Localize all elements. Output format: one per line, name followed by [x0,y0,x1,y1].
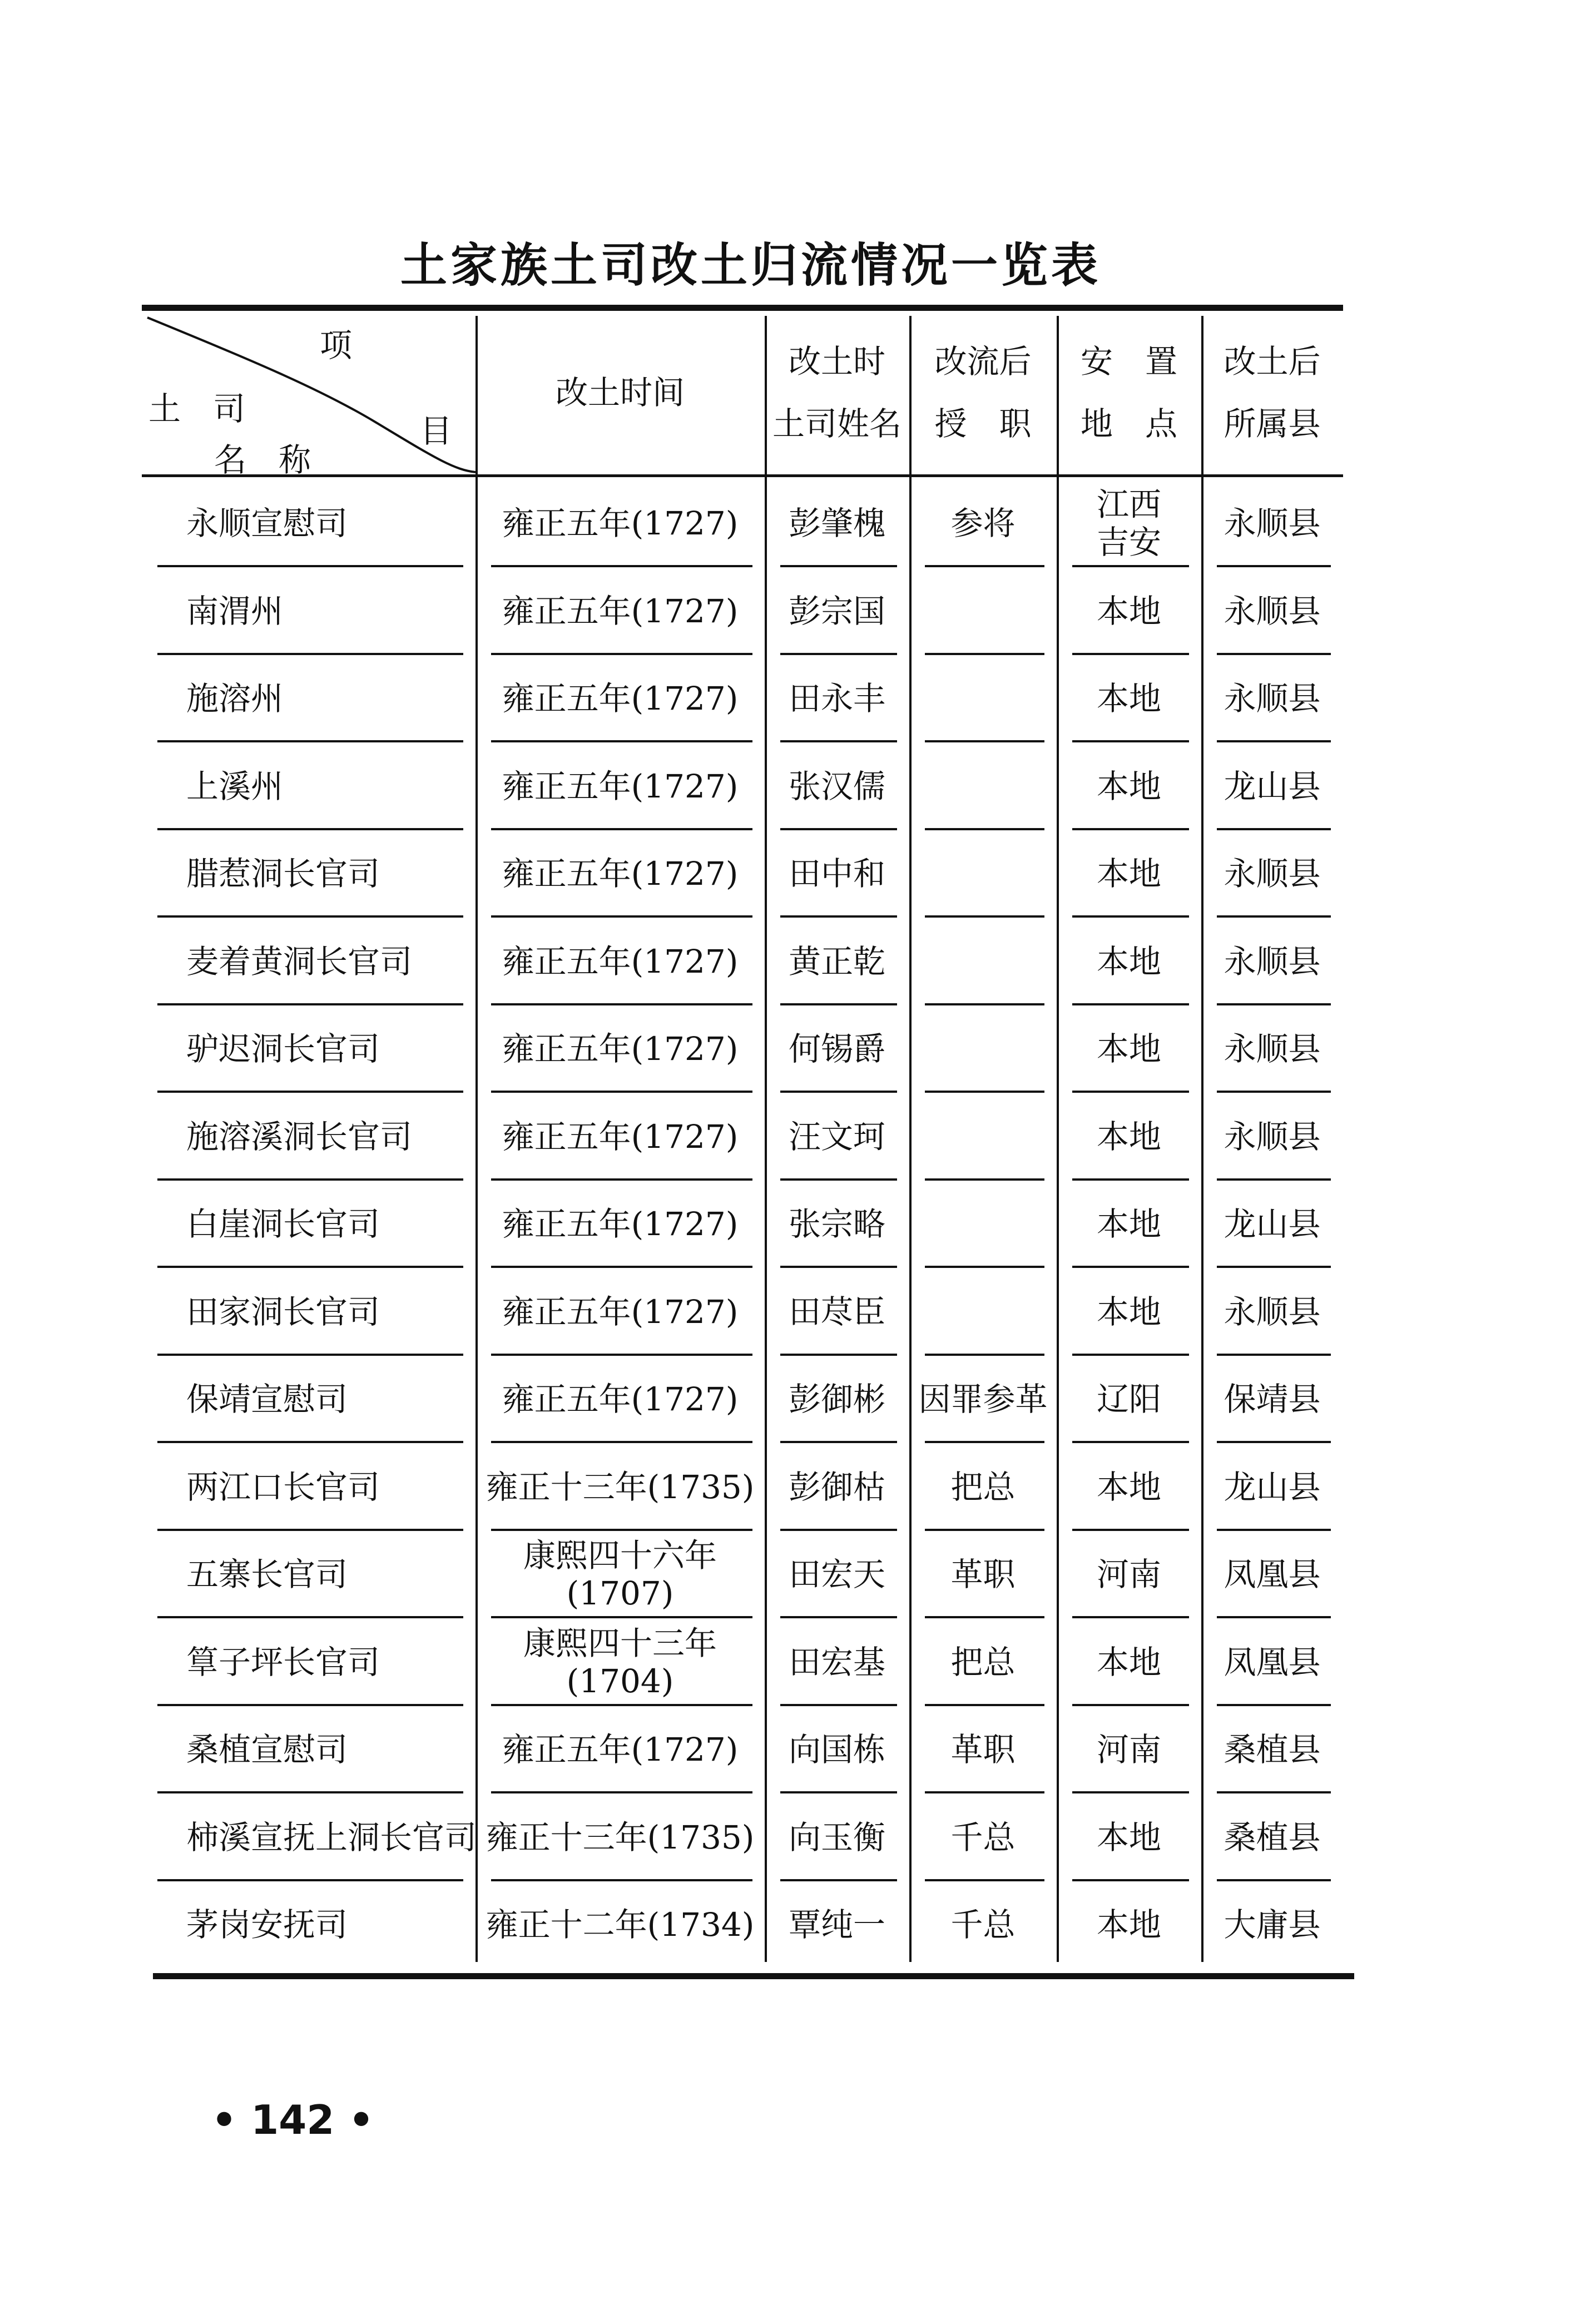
row-separator [1072,1091,1189,1093]
cell-place: 辽阳 [1096,1380,1161,1418]
table-row [142,569,1343,658]
header-diag-left: 土 司 [148,390,246,428]
row-separator [1217,740,1331,742]
row-separator [1072,1879,1189,1881]
cell-place: 河南 [1096,1731,1161,1768]
row-separator [157,1616,463,1618]
cell-time: 雍正十二年(1734) [486,1906,755,1944]
row-separator [1217,1354,1331,1356]
cell-post: 千总 [950,1906,1016,1944]
table-row [142,832,1343,921]
cell-county: 保靖县 [1224,1380,1321,1418]
table-row [142,1883,1343,1972]
cell-name: 筸子坪长官司 [186,1643,380,1681]
cell-post [909,657,1057,740]
cell-county: 大庸县 [1224,1906,1321,1944]
cell-name: 茅岗安抚司 [186,1906,348,1944]
cell-time: 雍正五年(1727) [502,1292,739,1331]
row-separator [491,1091,752,1093]
cell-place: 本地 [1096,855,1161,893]
cell-time: 雍正五年(1727) [502,504,739,542]
table-row [142,482,1343,571]
table-row [142,1708,1343,1797]
row-separator [925,1178,1044,1181]
cell-time: 雍正五年(1727) [502,680,739,717]
row-separator [157,1441,463,1443]
cell-county: 凤凰县 [1224,1555,1321,1593]
row-separator [491,1003,752,1005]
cell-post: 革职 [950,1555,1016,1593]
row-separator [1072,740,1189,742]
cell-post [909,745,1057,828]
cell-county: 龙山县 [1224,1205,1321,1243]
row-separator [1217,1704,1331,1706]
row-separator [157,1529,463,1531]
table-row [142,1007,1343,1096]
row-separator [491,828,752,830]
cell-county: 永顺县 [1224,1117,1321,1156]
row-separator [1072,1354,1189,1356]
cell-chief: 向玉衡 [788,1818,885,1856]
row-separator [1217,1091,1331,1093]
row-separator [925,1529,1044,1531]
cell-name: 腊惹洞长官司 [186,855,380,893]
row-separator [157,1879,463,1881]
row-separator [157,1091,463,1093]
table-title: 土家族土司改土归流情况一览表 [400,238,1101,293]
table-row [142,1796,1343,1885]
row-separator [780,1529,897,1531]
table-row [142,1095,1343,1184]
table-row [142,920,1343,1009]
row-separator [925,1091,1044,1093]
row-separator [491,1441,752,1443]
cell-county: 桑植县 [1224,1818,1321,1856]
cell-county: 凤凰县 [1224,1643,1321,1681]
cell-chief: 田荩臣 [788,1292,885,1331]
cell-post: 因罪参革 [918,1380,1048,1418]
row-separator [1072,915,1189,918]
row-separator [491,1178,752,1181]
cell-time: 雍正五年(1727) [502,767,739,805]
row-separator [780,1178,897,1181]
row-separator [925,1003,1044,1005]
row-separator [925,1879,1044,1881]
cell-place: 本地 [1096,942,1161,980]
row-separator [157,1791,463,1793]
cell-place: 本地 [1096,592,1161,630]
row-separator [491,1354,752,1356]
cell-post [909,832,1057,915]
table-row [142,1357,1343,1446]
cell-county: 桑植县 [1224,1731,1321,1768]
header-time: 改土时间 [555,374,685,412]
row-separator [157,1354,463,1356]
cell-place: 本地 [1096,1117,1161,1156]
header-place: 安 置 地 点 [1080,343,1177,443]
cell-chief: 田宏天 [788,1555,885,1593]
row-separator [780,828,897,830]
cell-place: 河南 [1096,1555,1161,1593]
row-separator [157,1266,463,1268]
header-bottom-rule [142,474,1343,477]
row-separator [1217,565,1331,567]
cell-post: 把总 [950,1468,1016,1506]
cell-time: 雍正五年(1727) [502,1030,739,1068]
header-diag-top: 项 [320,326,353,364]
row-separator [925,1616,1044,1618]
cell-place: 本地 [1096,1030,1161,1068]
row-separator [1072,653,1189,655]
row-separator [157,828,463,830]
cell-name: 田家洞长官司 [186,1292,380,1331]
cell-name: 两江口长官司 [186,1468,380,1506]
row-separator [491,565,752,567]
row-separator [925,915,1044,918]
cell-post [909,1182,1057,1266]
table-row [142,1182,1343,1271]
table-row [142,1621,1343,1709]
table-top-rule [142,305,1343,311]
row-separator [780,653,897,655]
row-separator [157,653,463,655]
row-separator [925,1704,1044,1706]
cell-time: 雍正五年(1727) [502,592,739,630]
cell-name: 永顺宣慰司 [186,504,348,542]
cell-place: 本地 [1096,1468,1161,1506]
cell-time: 雍正五年(1727) [502,1731,739,1768]
header-chief: 改土时 土司姓名 [772,343,902,443]
row-separator [925,1791,1044,1793]
row-separator [780,915,897,918]
table-row [142,657,1343,746]
table-row [142,1445,1343,1534]
row-separator [780,740,897,742]
row-separator [780,1266,897,1268]
cell-time: 雍正五年(1727) [502,1117,739,1156]
header-diag-bottom: 名 称 [214,441,311,479]
row-separator [491,1704,752,1706]
row-separator [491,1879,752,1881]
row-separator [157,915,463,918]
cell-place: 本地 [1096,1205,1161,1243]
cell-chief: 彭御枯 [788,1468,885,1506]
cell-post [909,1007,1057,1091]
table-row [142,1533,1343,1622]
cell-chief: 张宗略 [788,1205,885,1243]
row-separator [1217,1616,1331,1618]
row-separator [780,1704,897,1706]
row-separator [1217,1529,1331,1531]
cell-chief: 田永丰 [788,680,885,717]
row-separator [780,1616,897,1618]
cell-time: 雍正五年(1727) [502,855,739,893]
cell-name: 南渭州 [186,592,284,630]
cell-post: 革职 [950,1731,1016,1768]
cell-county: 永顺县 [1224,504,1321,542]
cell-name: 保靖宣慰司 [186,1380,348,1418]
row-separator [1217,915,1331,918]
row-separator [1072,1529,1189,1531]
row-separator [925,1354,1044,1356]
cell-chief: 何锡爵 [788,1030,885,1068]
row-separator [925,1441,1044,1443]
cell-chief: 向国栋 [788,1731,885,1768]
cell-name: 白崖洞长官司 [186,1205,380,1243]
cell-name: 麦着黄洞长官司 [186,942,413,980]
cell-post [909,920,1057,1003]
cell-county: 龙山县 [1224,1468,1321,1506]
cell-place: 本地 [1096,1292,1161,1331]
cell-chief: 张汉儒 [788,767,885,805]
cell-name: 五寨长官司 [186,1555,348,1593]
cell-time: 雍正五年(1727) [502,1205,739,1243]
row-separator [1217,1003,1331,1005]
cell-place: 本地 [1096,1643,1161,1681]
row-separator [1217,828,1331,830]
cell-county: 永顺县 [1224,1030,1321,1068]
header-diag-right: 目 [420,412,453,450]
cell-time: 雍正十三年(1735) [486,1818,755,1856]
table-row [142,1270,1343,1359]
cell-county: 龙山县 [1224,767,1321,805]
cell-post: 千总 [950,1818,1016,1856]
row-separator [925,1266,1044,1268]
row-separator [780,1354,897,1356]
row-separator [925,828,1044,830]
row-separator [780,1441,897,1443]
cell-chief: 彭肇槐 [788,504,885,542]
header-county: 改土后 所属县 [1224,343,1321,443]
cell-county: 永顺县 [1224,592,1321,630]
cell-name: 上溪州 [186,767,284,805]
cell-place: 本地 [1096,767,1161,805]
cell-post [909,1095,1057,1178]
table-row [142,745,1343,834]
row-separator [780,565,897,567]
cell-name: 桑植宣慰司 [186,1731,348,1768]
row-separator [780,1879,897,1881]
page-number: • 142 • [211,2097,374,2143]
row-separator [1072,565,1189,567]
cell-place: 本地 [1096,1818,1161,1856]
row-separator [491,1791,752,1793]
cell-chief: 覃纯一 [788,1906,885,1944]
row-separator [1072,1791,1189,1793]
cell-chief: 彭御彬 [788,1380,885,1418]
row-separator [157,565,463,567]
cell-place: 江西 吉安 [1096,485,1161,561]
cell-place: 本地 [1096,1906,1161,1944]
cell-time: 康熙四十三年 (1704) [523,1624,717,1700]
row-separator [925,740,1044,742]
row-separator [1072,1616,1189,1618]
row-separator [1072,1441,1189,1443]
row-separator [1072,1266,1189,1268]
row-separator [1217,1178,1331,1181]
row-separator [780,1791,897,1793]
cell-name: 驴迟洞长官司 [186,1030,380,1068]
cell-post: 参将 [950,504,1016,542]
row-separator [491,740,752,742]
cell-post: 把总 [950,1643,1016,1681]
row-separator [491,1266,752,1268]
row-separator [1217,653,1331,655]
cell-chief: 田宏基 [788,1643,885,1681]
row-separator [1072,828,1189,830]
cell-county: 永顺县 [1224,680,1321,717]
row-separator [491,915,752,918]
cell-place: 本地 [1096,680,1161,717]
cell-time: 雍正五年(1727) [502,942,739,980]
row-separator [157,1704,463,1706]
row-separator [157,740,463,742]
row-separator [1217,1879,1331,1881]
row-separator [491,1616,752,1618]
row-separator [780,1003,897,1005]
row-separator [491,1529,752,1531]
row-separator [1072,1178,1189,1181]
cell-county: 永顺县 [1224,855,1321,893]
cell-post [909,569,1057,653]
cell-chief: 彭宗国 [788,592,885,630]
header-post: 改流后 授 职 [934,343,1032,443]
table-bottom-rule [153,1973,1354,1979]
cell-chief: 田中和 [788,855,885,893]
cell-time: 雍正五年(1727) [502,1380,739,1418]
row-separator [780,1091,897,1093]
cell-name: 施溶溪洞长官司 [186,1117,413,1156]
row-separator [1217,1791,1331,1793]
row-separator [925,565,1044,567]
cell-chief: 黄正乾 [788,942,885,980]
row-separator [157,1003,463,1005]
cell-chief: 汪文珂 [788,1117,885,1156]
cell-county: 永顺县 [1224,1292,1321,1331]
cell-time: 康熙四十六年 (1707) [523,1537,717,1612]
row-separator [1217,1441,1331,1443]
cell-post [909,1270,1057,1354]
row-separator [1072,1704,1189,1706]
row-separator [491,653,752,655]
cell-time: 雍正十三年(1735) [486,1468,755,1506]
row-separator [1072,1003,1189,1005]
cell-name: 柿溪宣抚上洞长官司 [186,1818,477,1856]
row-separator [925,653,1044,655]
cell-name: 施溶州 [186,680,284,717]
cell-county: 永顺县 [1224,942,1321,980]
row-separator [1217,1266,1331,1268]
row-separator [157,1178,463,1181]
